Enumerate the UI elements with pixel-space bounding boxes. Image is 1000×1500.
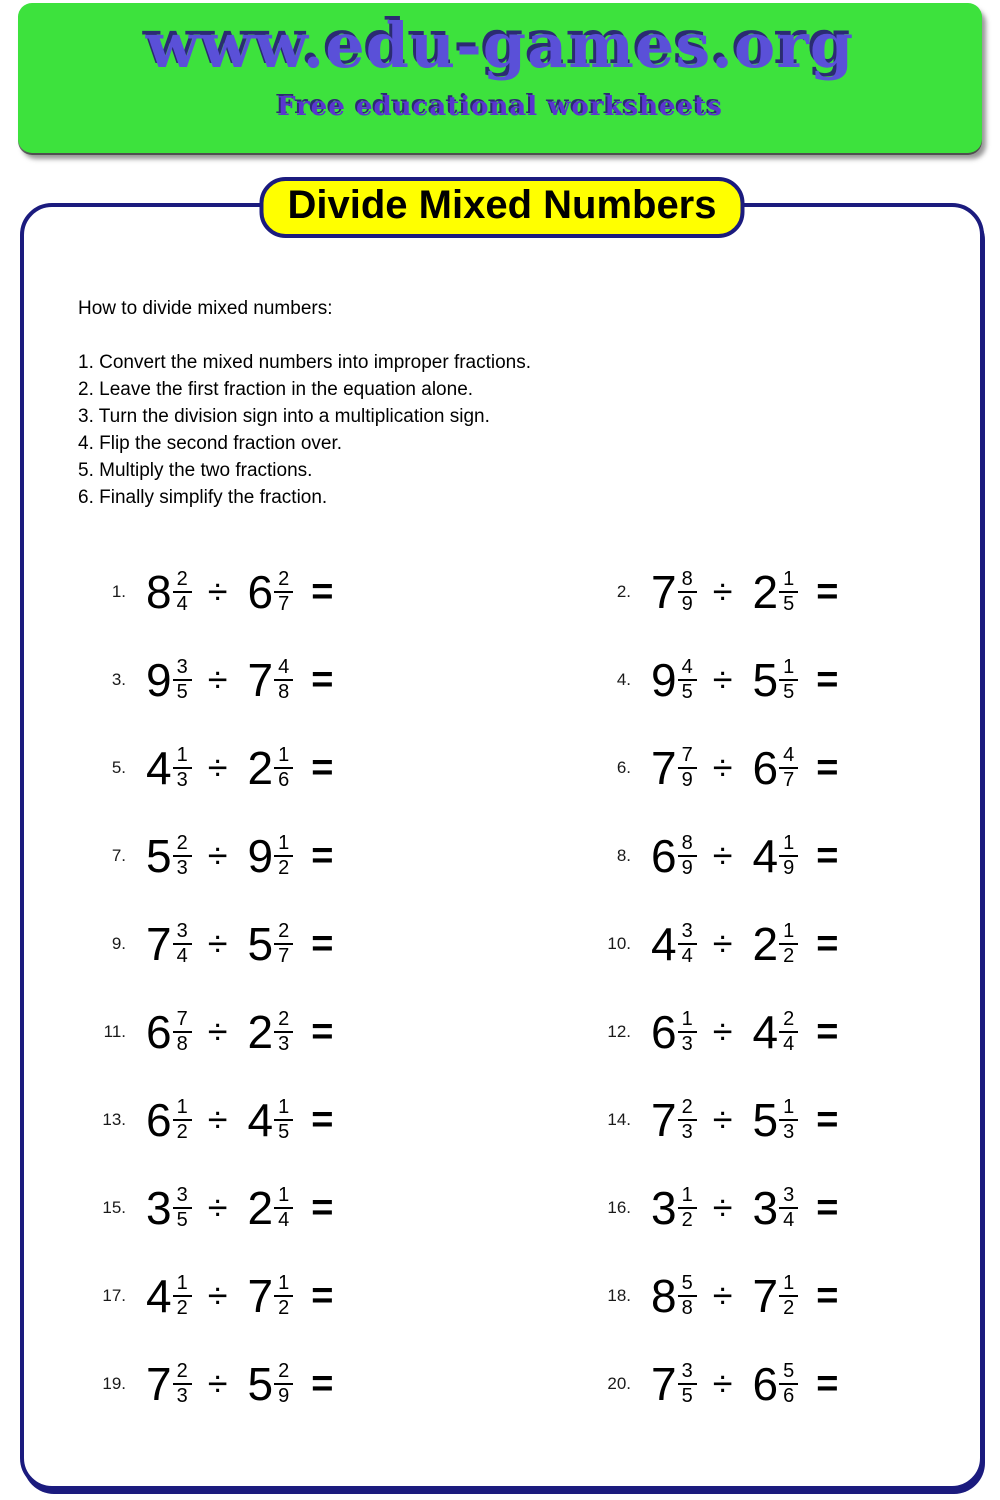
denominator-1: 3 [681, 1033, 693, 1055]
numerator-2: 2 [274, 1361, 293, 1385]
whole-number-2: 6 [752, 1358, 778, 1410]
problem-row [583, 561, 960, 623]
instruction-step: 3. Turn the division sign into a multiplication sign. [78, 406, 490, 427]
fraction-1 [678, 1273, 697, 1319]
mixed-number-2 [752, 1006, 798, 1058]
fraction-2 [274, 1273, 293, 1319]
fraction-2 [274, 1009, 293, 1055]
mixed-number-1 [651, 1094, 697, 1146]
problem-row [583, 1089, 960, 1151]
whole-number-1: 6 [146, 1006, 171, 1058]
problem-number: 9. [111, 934, 126, 953]
fraction-2 [779, 569, 798, 615]
fraction-1 [173, 1009, 192, 1055]
whole-number-2: 4 [752, 830, 778, 882]
numerator-2: 1 [779, 833, 798, 857]
numerator-2: 1 [779, 921, 798, 945]
mixed-number-2 [752, 830, 798, 882]
divide-sign: ÷ [207, 835, 228, 876]
fraction-2 [779, 1097, 798, 1143]
whole-number-2: 5 [247, 1358, 273, 1410]
denominator-2: 2 [278, 1297, 290, 1319]
whole-number-1: 9 [146, 654, 171, 706]
denominator-2: 2 [783, 945, 795, 967]
whole-number-2: 7 [247, 654, 273, 706]
mixed-number-1 [146, 654, 192, 706]
mixed-number-1 [651, 1182, 697, 1234]
numerator-2: 1 [779, 1273, 798, 1297]
whole-number-1: 3 [651, 1182, 676, 1234]
equals-sign: = [816, 571, 839, 613]
numerator-2: 1 [274, 1273, 293, 1297]
mixed-number-2 [752, 1182, 798, 1234]
denominator-2: 6 [783, 1385, 795, 1407]
fraction-2 [274, 657, 293, 703]
numerator-1: 2 [173, 1361, 192, 1385]
whole-number-1: 6 [651, 830, 676, 882]
problem-row [78, 1177, 583, 1239]
numerator-1: 5 [678, 1273, 697, 1297]
fraction-1 [678, 657, 697, 703]
worksheet-sheet [20, 183, 984, 1490]
problem-row [78, 1089, 583, 1151]
problem-row [583, 1353, 960, 1415]
numerator-2: 4 [779, 745, 798, 769]
whole-number-2: 9 [247, 830, 273, 882]
numerator-1: 7 [678, 745, 697, 769]
numerator-1: 8 [678, 569, 697, 593]
mixed-number-2 [752, 1094, 798, 1146]
numerator-2: 1 [274, 1185, 293, 1209]
whole-number-2: 3 [752, 1182, 778, 1234]
problem-number: 6. [616, 758, 631, 777]
fraction-1 [173, 1273, 192, 1319]
mixed-number-1 [651, 918, 697, 970]
whole-number-2: 4 [752, 1006, 778, 1058]
mixed-number-1 [651, 654, 697, 706]
fraction-2 [779, 1273, 798, 1319]
whole-number-2: 6 [752, 742, 778, 794]
equals-sign: = [816, 1099, 839, 1141]
instructions [24, 207, 980, 511]
problem-row [78, 913, 583, 975]
numerator-1: 1 [678, 1185, 697, 1209]
fraction-1 [173, 657, 192, 703]
mixed-number-1 [146, 1358, 192, 1410]
whole-number-1: 8 [651, 1270, 676, 1322]
problem-number: 1. [111, 582, 126, 601]
numerator-1: 4 [678, 657, 697, 681]
equals-sign: = [311, 1363, 334, 1405]
denominator-2: 7 [278, 945, 290, 967]
problem-row [78, 825, 583, 887]
divide-sign: ÷ [712, 835, 733, 876]
mixed-number-2 [247, 918, 293, 970]
divide-sign: ÷ [207, 1363, 228, 1404]
divide-sign: ÷ [712, 747, 733, 788]
fraction-1 [173, 921, 192, 967]
problem-number: 5. [111, 758, 126, 777]
fraction-2 [274, 833, 293, 879]
whole-number-1: 4 [146, 742, 171, 794]
fraction-1 [678, 745, 697, 791]
denominator-2: 2 [783, 1297, 795, 1319]
divide-sign: ÷ [712, 923, 733, 964]
numerator-1: 2 [173, 569, 192, 593]
equals-sign: = [311, 835, 334, 877]
mixed-number-1 [146, 1006, 192, 1058]
mixed-number-2 [247, 1270, 293, 1322]
fraction-1 [678, 1097, 697, 1143]
problem-row [78, 1265, 583, 1327]
instruction-step: 2. Leave the first fraction in the equation alone. [78, 379, 474, 400]
whole-number-1: 5 [146, 830, 171, 882]
numerator-1: 3 [173, 657, 192, 681]
equals-sign: = [816, 1187, 839, 1229]
mixed-number-1 [651, 1270, 697, 1322]
divide-sign: ÷ [207, 571, 228, 612]
fraction-1 [173, 833, 192, 879]
equals-sign: = [816, 659, 839, 701]
numerator-1: 3 [678, 921, 697, 945]
equals-sign: = [816, 747, 839, 789]
equals-sign: = [311, 1275, 334, 1317]
fraction-1 [678, 569, 697, 615]
mixed-number-2 [247, 742, 293, 794]
fraction-1 [678, 1185, 697, 1231]
whole-number-1: 6 [651, 1006, 676, 1058]
problem-number: 2. [616, 582, 631, 601]
denominator-2: 7 [783, 769, 795, 791]
problem-row [78, 1353, 583, 1415]
equals-sign: = [311, 1099, 334, 1141]
divide-sign: ÷ [712, 659, 733, 700]
denominator-1: 3 [176, 769, 188, 791]
whole-number-2: 5 [247, 918, 273, 970]
mixed-number-1 [146, 1094, 192, 1146]
denominator-2: 5 [783, 681, 795, 703]
mixed-number-1 [651, 1358, 697, 1410]
fraction-2 [779, 657, 798, 703]
denominator-1: 9 [681, 857, 693, 879]
mixed-number-2 [247, 1182, 293, 1234]
fraction-1 [678, 833, 697, 879]
problem-row [78, 1001, 583, 1063]
fraction-2 [274, 1185, 293, 1231]
denominator-1: 8 [176, 1033, 188, 1055]
whole-number-1: 7 [651, 1358, 676, 1410]
divide-sign: ÷ [207, 1099, 228, 1140]
problem-number: 14. [607, 1110, 631, 1129]
equals-sign: = [816, 1011, 839, 1053]
instruction-step: 5. Multiply the two fractions. [78, 460, 313, 481]
problem-number: 10. [607, 934, 631, 953]
numerator-2: 2 [274, 921, 293, 945]
divide-sign: ÷ [207, 1011, 228, 1052]
fraction-2 [274, 745, 293, 791]
numerator-2: 5 [779, 1361, 798, 1385]
problem-number: 15. [102, 1198, 126, 1217]
mixed-number-2 [247, 654, 293, 706]
problem-row [583, 649, 960, 711]
denominator-2: 6 [278, 769, 290, 791]
divide-sign: ÷ [207, 659, 228, 700]
fraction-1 [173, 1097, 192, 1143]
whole-number-1: 7 [146, 918, 171, 970]
denominator-2: 4 [278, 1209, 290, 1231]
numerator-2: 1 [779, 569, 798, 593]
mixed-number-1 [146, 1182, 192, 1234]
denominator-1: 3 [176, 857, 188, 879]
whole-number-2: 7 [752, 1270, 778, 1322]
instruction-step: 6. Finally simplify the fraction. [78, 487, 328, 508]
denominator-1: 9 [681, 769, 693, 791]
whole-number-2: 2 [247, 1006, 273, 1058]
numerator-2: 1 [274, 833, 293, 857]
site-header [18, 3, 982, 153]
fraction-2 [779, 1009, 798, 1055]
fraction-2 [274, 1097, 293, 1143]
mixed-number-1 [651, 1006, 697, 1058]
problem-row [78, 737, 583, 799]
numerator-1: 8 [678, 833, 697, 857]
whole-number-1: 3 [146, 1182, 171, 1234]
numerator-2: 1 [779, 1097, 798, 1121]
denominator-1: 5 [681, 1385, 693, 1407]
problem-number: 12. [607, 1022, 631, 1041]
numerator-2: 2 [274, 569, 293, 593]
problem-number: 8. [616, 846, 631, 865]
denominator-1: 5 [176, 681, 188, 703]
problem-number: 19. [102, 1374, 126, 1393]
whole-number-2: 5 [752, 1094, 778, 1146]
denominator-1: 4 [176, 945, 188, 967]
fraction-1 [173, 1185, 192, 1231]
problem-row [583, 913, 960, 975]
whole-number-2: 2 [752, 566, 778, 618]
divide-sign: ÷ [712, 571, 733, 612]
denominator-1: 2 [176, 1121, 188, 1143]
divide-sign: ÷ [207, 923, 228, 964]
equals-sign: = [311, 1187, 334, 1229]
problem-number: 18. [607, 1286, 631, 1305]
denominator-2: 3 [278, 1033, 290, 1055]
problem-row [583, 1001, 960, 1063]
problem-number: 13. [102, 1110, 126, 1129]
mixed-number-2 [247, 566, 293, 618]
whole-number-1: 4 [651, 918, 676, 970]
denominator-2: 7 [278, 593, 290, 615]
denominator-2: 8 [278, 681, 290, 703]
problem-number: 4. [616, 670, 631, 689]
whole-number-2: 4 [247, 1094, 273, 1146]
problem-number: 7. [111, 846, 126, 865]
whole-number-2: 7 [247, 1270, 273, 1322]
divide-sign: ÷ [207, 1187, 228, 1228]
fraction-2 [779, 921, 798, 967]
numerator-1: 1 [173, 1273, 192, 1297]
numerator-2: 4 [274, 657, 293, 681]
equals-sign: = [311, 1011, 334, 1053]
mixed-number-1 [651, 566, 697, 618]
problem-row [583, 737, 960, 799]
equals-sign: = [816, 923, 839, 965]
problem-row [583, 1265, 960, 1327]
divide-sign: ÷ [712, 1011, 733, 1052]
mixed-number-2 [247, 1094, 293, 1146]
worksheet-title-badge: Divide Mixed Numbers [259, 177, 744, 238]
instruction-step: 1. Convert the mixed numbers into improper fractions. [78, 352, 532, 373]
site-title: www.edu-games.org [145, 9, 855, 82]
fraction-2 [779, 1185, 798, 1231]
mixed-number-2 [247, 830, 293, 882]
fraction-1 [678, 1009, 697, 1055]
whole-number-1: 6 [146, 1094, 171, 1146]
numerator-1: 1 [173, 1097, 192, 1121]
instructions-heading: How to divide mixed numbers: [78, 298, 333, 319]
whole-number-1: 4 [146, 1270, 171, 1322]
fraction-2 [274, 921, 293, 967]
fraction-1 [678, 1361, 697, 1407]
denominator-1: 3 [681, 1121, 693, 1143]
numerator-2: 3 [779, 1185, 798, 1209]
denominator-1: 3 [176, 1385, 188, 1407]
denominator-2: 3 [783, 1121, 795, 1143]
equals-sign: = [311, 923, 334, 965]
mixed-number-2 [247, 1358, 293, 1410]
problem-number: 3. [111, 670, 126, 689]
fraction-1 [678, 921, 697, 967]
numerator-1: 3 [173, 1185, 192, 1209]
equals-sign: = [311, 659, 334, 701]
mixed-number-2 [247, 1006, 293, 1058]
problem-row [583, 825, 960, 887]
numerator-1: 2 [173, 833, 192, 857]
mixed-number-1 [146, 1270, 192, 1322]
whole-number-1: 7 [651, 566, 676, 618]
fraction-1 [173, 1361, 192, 1407]
denominator-1: 2 [681, 1209, 693, 1231]
numerator-1: 7 [173, 1009, 192, 1033]
divide-sign: ÷ [207, 1275, 228, 1316]
instruction-step: 4. Flip the second fraction over. [78, 433, 343, 454]
denominator-1: 9 [681, 593, 693, 615]
divide-sign: ÷ [712, 1363, 733, 1404]
denominator-2: 9 [783, 857, 795, 879]
numerator-1: 1 [678, 1009, 697, 1033]
whole-number-1: 7 [651, 1094, 676, 1146]
fraction-1 [173, 745, 192, 791]
whole-number-1: 7 [146, 1358, 171, 1410]
mixed-number-1 [146, 918, 192, 970]
whole-number-1: 9 [651, 654, 676, 706]
instructions-list [78, 349, 940, 511]
numerator-1: 1 [173, 745, 192, 769]
denominator-2: 2 [278, 857, 290, 879]
mixed-number-1 [651, 830, 697, 882]
whole-number-2: 5 [752, 654, 778, 706]
numerator-1: 3 [173, 921, 192, 945]
numerator-2: 1 [779, 657, 798, 681]
mixed-number-2 [752, 1358, 798, 1410]
fraction-2 [274, 1361, 293, 1407]
denominator-2: 4 [783, 1209, 795, 1231]
denominator-2: 4 [783, 1033, 795, 1055]
fraction-2 [779, 833, 798, 879]
equals-sign: = [816, 1275, 839, 1317]
whole-number-1: 8 [146, 566, 171, 618]
numerator-2: 2 [779, 1009, 798, 1033]
numerator-2: 1 [274, 1097, 293, 1121]
equals-sign: = [311, 747, 334, 789]
problem-number: 20. [607, 1374, 631, 1393]
whole-number-2: 2 [247, 1182, 273, 1234]
mixed-number-2 [752, 918, 798, 970]
mixed-number-1 [146, 566, 192, 618]
whole-number-2: 2 [247, 742, 273, 794]
equals-sign: = [311, 571, 334, 613]
problem-number: 11. [103, 1022, 126, 1041]
denominator-2: 5 [278, 1121, 290, 1143]
fraction-2 [779, 745, 798, 791]
problems-grid [24, 561, 980, 1415]
whole-number-2: 6 [247, 566, 273, 618]
fraction-2 [779, 1361, 798, 1407]
numerator-1: 3 [678, 1361, 697, 1385]
mixed-number-1 [651, 742, 697, 794]
denominator-1: 4 [681, 945, 693, 967]
mixed-number-1 [146, 742, 192, 794]
mixed-number-1 [146, 830, 192, 882]
whole-number-2: 2 [752, 918, 778, 970]
problem-number: 17. [102, 1286, 126, 1305]
numerator-2: 2 [274, 1009, 293, 1033]
mixed-number-2 [752, 654, 798, 706]
denominator-1: 8 [681, 1297, 693, 1319]
denominator-2: 9 [278, 1385, 290, 1407]
denominator-1: 5 [176, 1209, 188, 1231]
numerator-2: 1 [274, 745, 293, 769]
divide-sign: ÷ [207, 747, 228, 788]
mixed-number-2 [752, 566, 798, 618]
equals-sign: = [816, 835, 839, 877]
denominator-2: 5 [783, 593, 795, 615]
denominator-1: 5 [681, 681, 693, 703]
equals-sign: = [816, 1363, 839, 1405]
whole-number-1: 7 [651, 742, 676, 794]
problem-row [583, 1177, 960, 1239]
site-tagline: Free educational worksheets [277, 92, 723, 122]
divide-sign: ÷ [712, 1099, 733, 1140]
numerator-1: 2 [678, 1097, 697, 1121]
divide-sign: ÷ [712, 1275, 733, 1316]
denominator-1: 4 [176, 593, 188, 615]
divide-sign: ÷ [712, 1187, 733, 1228]
fraction-2 [274, 569, 293, 615]
mixed-number-2 [752, 742, 798, 794]
problem-row [78, 561, 583, 623]
problem-row [78, 649, 583, 711]
problem-number: 16. [607, 1198, 631, 1217]
denominator-1: 2 [176, 1297, 188, 1319]
fraction-1 [173, 569, 192, 615]
mixed-number-2 [752, 1270, 798, 1322]
